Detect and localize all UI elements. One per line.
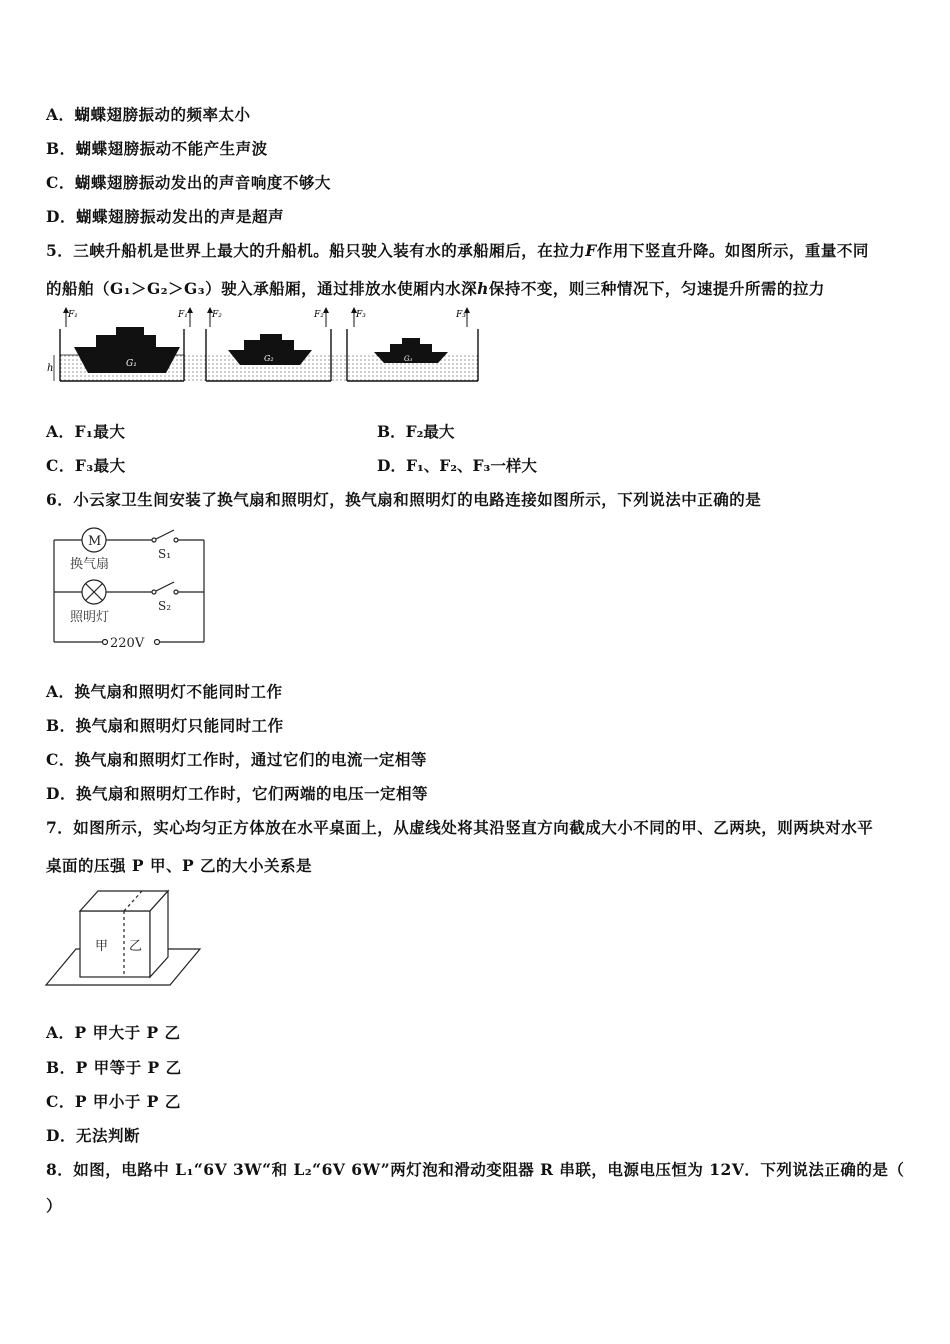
ship-g2-label: G₂ xyxy=(264,354,274,363)
q5-option-a: A．F₁最大 xyxy=(46,422,126,441)
q5-stem-line1: 5．三峡升船机是世界上最大的升船机。船只驶入装有水的承船厢后，在拉力F作用下竖直升降。如图所示，重量不同 xyxy=(46,241,869,260)
motor-label: M xyxy=(88,534,102,549)
q7-option-a: A．P 甲大于 P 乙 xyxy=(46,1023,181,1042)
q8-stem-line2: ） xyxy=(46,1196,63,1215)
f3-right-label: F₃ xyxy=(456,310,466,320)
q5-option-b: B．F₂最大 xyxy=(377,422,455,441)
q7-stem-line2: 桌面的压强 P 甲、P 乙的大小关系是 xyxy=(46,856,313,875)
q7-option-b: B．P 甲等于 P 乙 xyxy=(46,1058,182,1077)
f2-left-label: F₂ xyxy=(212,310,222,320)
q4-option-b: B．蝴蝶翅膀振动不能产生声波 xyxy=(46,139,268,158)
q5-option-c: C．F₃最大 xyxy=(46,456,126,475)
q4-option-c: C．蝴蝶翅膀振动发出的声音响度不够大 xyxy=(46,173,331,192)
q7-stem-line1: 7．如图所示，实心均匀正方体放在水平桌面上，从虚线处将其沿竖直方向截成大小不同的甲、乙两块，则两块对水平 xyxy=(46,818,874,837)
q6-option-b: B．换气扇和照明灯只能同时工作 xyxy=(46,716,284,735)
q7-option-c: C．P 甲小于 P 乙 xyxy=(46,1092,181,1111)
q6-circuit-figure xyxy=(48,522,218,654)
jia-label: 甲 xyxy=(95,939,109,954)
fan-label: 换气扇 xyxy=(70,557,110,572)
f1-right-label: F₁ xyxy=(178,310,188,320)
q5-stem-line2: 的船舶（G₁＞G₂＞G₃）驶入承船厢，通过排放水使厢内水深h保持不变，则三种情况下，匀速提升所需的拉力 xyxy=(46,279,825,298)
ship-g3-label: G₃ xyxy=(404,355,413,363)
q5-ship-figure xyxy=(44,307,484,389)
s1-label: S₁ xyxy=(158,547,172,561)
voltage-label: 220V xyxy=(110,636,145,651)
h-label: h xyxy=(47,363,54,374)
q6-option-c: C．换气扇和照明灯工作时，通过它们的电流一定相等 xyxy=(46,750,427,769)
q8-stem-line1: 8．如图，电路中 L₁“6V 3W“和 L₂“6V 6W”两灯泡和滑动变阻器 R 串联，电源电压恒为 12V．下列说法正确的是（ xyxy=(46,1160,905,1179)
ship-g1-label: G₁ xyxy=(126,359,137,369)
q4-option-d: D．蝴蝶翅膀振动发出的声是超声 xyxy=(46,207,284,226)
q5-option-d: D．F₁、F₂、F₃一样大 xyxy=(377,456,537,475)
q4-option-a: A．蝴蝶翅膀振动的频率太小 xyxy=(46,105,251,124)
f3-left-label: F₃ xyxy=(356,310,366,320)
q7-cube-figure xyxy=(44,885,204,991)
q6-option-a: A．换气扇和照明灯不能同时工作 xyxy=(46,682,283,701)
q7-option-d: D．无法判断 xyxy=(46,1126,140,1145)
f1-left-label: F₁ xyxy=(68,310,78,320)
q6-stem: 6．小云家卫生间安装了换气扇和照明灯，换气扇和照明灯的电路连接如图所示，下列说法中正确的是 xyxy=(46,490,762,509)
s2-label: S₂ xyxy=(158,599,172,613)
q6-option-d: D．换气扇和照明灯工作时，它们两端的电压一定相等 xyxy=(46,784,428,803)
lamp-label: 照明灯 xyxy=(70,610,110,625)
f2-right-label: F₂ xyxy=(314,310,324,320)
yi-label: 乙 xyxy=(129,939,143,954)
